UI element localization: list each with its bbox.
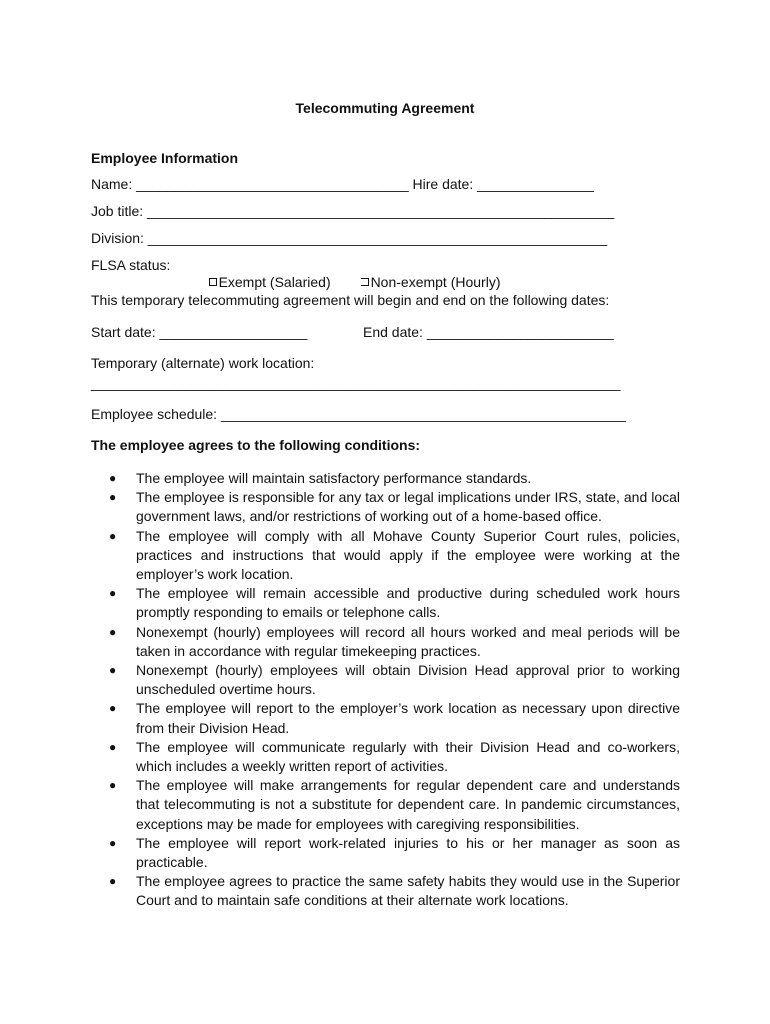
condition-text: The employee will comply with all Mohave County Superior Court rules, policies, practices and instructions that would apply if the employee were working at the employer’s work location. — [136, 527, 680, 583]
bullet-icon: ● — [109, 778, 117, 793]
bullet-icon: ● — [109, 874, 117, 889]
condition-text: Nonexempt (hourly) employees will record all hours worked and meal periods will be taken in accordance with regular timekeeping practices. — [136, 623, 680, 659]
bullet-icon: ● — [109, 663, 117, 678]
list-item — [109, 661, 680, 699]
flsa-exempt-label: Exempt (Salaried) — [218, 274, 331, 290]
list-item — [109, 527, 680, 585]
bullet-icon: ● — [109, 624, 117, 639]
flsa-status-label: FLSA status: — [91, 257, 171, 273]
bullet-icon: ● — [109, 586, 117, 601]
temp-location-label: Temporary (alternate) work location: — [91, 355, 315, 371]
dates-intro-text: This temporary telecommuting agreement will begin and end on the following dates: — [91, 292, 610, 308]
employee-info-heading: Employee Information — [91, 150, 239, 166]
job-title-field[interactable]: Job title: ____________________________________________________________ — [91, 203, 615, 219]
conditions-heading: The employee agrees to the following conditions: — [91, 437, 421, 453]
start-date-field[interactable]: Start date: ___________________ — [91, 324, 308, 340]
end-date-field[interactable]: End date: ________________________ — [363, 324, 614, 340]
condition-text: The employee will communicate regularly with their Division Head and co-workers, which includes a weekly written report of activities. — [136, 738, 680, 775]
checkbox-icon[interactable] — [361, 278, 369, 286]
checkbox-icon[interactable] — [209, 278, 217, 286]
conditions-list — [91, 469, 680, 911]
bullet-icon: ● — [109, 835, 117, 850]
list-item — [109, 738, 680, 776]
condition-text: The employee agrees to practice the same safety habits they would use in the Superior Court and to maintain safe conditions at their alternate work locations. — [136, 873, 680, 909]
document-title: Telecommuting Agreement — [295, 100, 475, 116]
name-hire-date-field[interactable]: Name: ___________________________________ Hire date: _______________ — [91, 176, 594, 192]
condition-text: Nonexempt (hourly) employees will obtain Division Head approval prior to working unscheduled overtime hours. — [136, 662, 680, 698]
division-field[interactable]: Division: ___________________________________________________________ — [91, 230, 608, 246]
list-item — [109, 488, 680, 526]
bullet-icon: ● — [109, 701, 117, 716]
employee-schedule-field[interactable]: Employee schedule: ____________________________________________________ — [91, 406, 626, 422]
flsa-nonexempt-label: Non-exempt (Hourly) — [370, 274, 501, 290]
list-item — [109, 776, 680, 834]
list-item — [109, 872, 680, 910]
list-item — [109, 469, 680, 488]
list-item — [109, 623, 680, 661]
temp-location-field[interactable]: ____________________________________________________________________ — [91, 375, 621, 391]
condition-text: The employee will report to the employer’s work location as necessary upon directive from their Division Head. — [136, 700, 680, 736]
bullet-icon: ● — [109, 528, 117, 543]
condition-text: The employee will maintain satisfactory performance standards. — [136, 470, 532, 486]
bullet-icon: ● — [109, 739, 117, 754]
condition-text: The employee is responsible for any tax or legal implications under IRS, state, and local government laws, and/or restrictions of working out of a home-based office. — [136, 489, 680, 525]
condition-text: The employee will report work-related injuries to his or her manager as soon as practicable. — [136, 834, 680, 871]
condition-text: The employee will make arrangements for regular dependent care and understands that telecommuting is not a substitute for dependent care. In pandemic circumstances, exceptions may be made for employees with caregiving responsibilities. — [136, 777, 680, 832]
condition-text: The employee will remain accessible and productive during scheduled work hours promptly responding to emails or telephone calls. — [136, 585, 680, 621]
list-item — [109, 699, 680, 737]
bullet-icon: ● — [109, 490, 117, 505]
bullet-icon: ● — [109, 471, 117, 485]
list-item — [109, 834, 680, 872]
list-item — [109, 584, 680, 622]
